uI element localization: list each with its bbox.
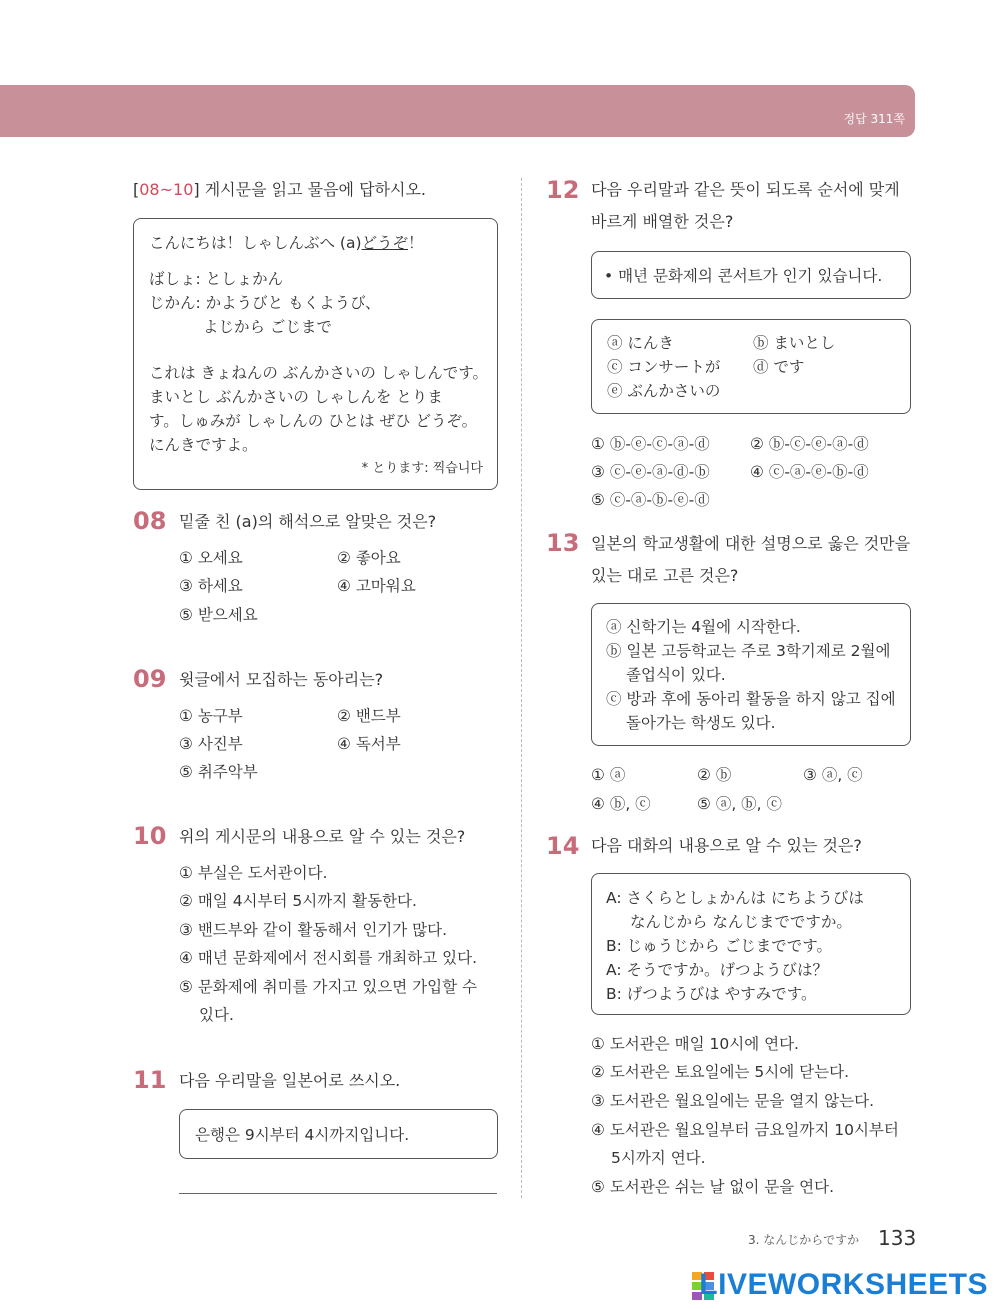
q13-option-5[interactable]: ⑤ ⓐ, ⓑ, ⓒ — [697, 795, 783, 813]
column-divider — [521, 178, 522, 1198]
q14-option-3[interactable]: ③ 도서관은 월요일에는 문을 열지 않는다. — [591, 1092, 875, 1110]
notice-body-1: これは きょねんの ぶんかさいの しゃしんです。 — [149, 364, 489, 382]
q10-option-5-cont: 있다. — [199, 1006, 234, 1024]
q12-items-box — [591, 319, 911, 414]
q13-item-a: ⓐ 신학기는 4월에 시작한다. — [606, 618, 801, 636]
question-text-12-line2: 바르게 배열한 것은? — [591, 212, 734, 231]
question-text-08: 밑줄 친 (a)의 해석으로 알맞은 것은? — [179, 512, 437, 531]
q14-dialogue-1: A: さくらとしょかんは にちようびは — [606, 889, 864, 907]
notice-body-2: まいとし ぶんかさいの しゃしんを とりま — [149, 388, 443, 406]
section-intro — [133, 178, 426, 202]
answer-reference: 정답 311쪽 — [843, 112, 905, 126]
page-number: 133 — [878, 1226, 917, 1250]
q13-item-b: ⓑ 일본 고등학교는 주로 3학기제로 2월에 — [606, 642, 891, 660]
q12-item-b: ⓑ まいとし — [753, 334, 836, 352]
header-band — [0, 85, 915, 137]
chapter-title: 3. なんじからですか — [748, 1233, 860, 1247]
question-text-09: 윗글에서 모집하는 동아리는? — [179, 670, 384, 689]
liveworksheets-logo[interactable]: LIVEWORKSHEETS — [699, 1268, 988, 1301]
q13-item-c: ⓒ 방과 후에 동아리 활동을 하지 않고 집에 — [606, 690, 896, 708]
q13-option-3[interactable]: ③ ⓐ, ⓒ — [803, 766, 863, 784]
q14-option-4-cont: 5시까지 연다. — [611, 1149, 706, 1167]
q12-option-1[interactable]: ① ⓑ-ⓔ-ⓒ-ⓐ-ⓓ — [591, 435, 710, 453]
notice-box — [133, 218, 498, 490]
q13-option-2[interactable]: ② ⓑ — [697, 766, 732, 784]
q11-answer-line[interactable] — [179, 1193, 497, 1194]
q10-option-2[interactable]: ② 매일 4시부터 5시까지 활동한다. — [179, 892, 417, 910]
q12-item-a: ⓐ にんき — [607, 334, 674, 352]
notice-body-4: にんきですよ。 — [149, 436, 258, 454]
intro-range: 08~10 — [139, 180, 194, 199]
notice-place: ばしょ: としょかん — [149, 270, 284, 288]
question-text-10: 위의 게시문의 내용으로 알 수 있는 것은? — [179, 827, 466, 846]
q14-option-5[interactable]: ⑤ 도서관은 쉬는 날 없이 문을 연다. — [591, 1178, 835, 1196]
q14-dialogue-1-cont: なんじから なんじまでですか。 — [630, 913, 852, 931]
question-number-14: 14 — [546, 832, 580, 860]
q11-sentence-box — [179, 1109, 498, 1159]
intro-bracket-close: ] — [193, 180, 200, 199]
q14-dialogue-3: A: そうですか。げつようびは？ — [606, 961, 828, 979]
q08-option-5[interactable]: ⑤ 받으세요 — [179, 606, 258, 624]
question-text-13-line1: 일본의 학교생활에 대한 설명으로 옳은 것만을 — [591, 534, 911, 553]
q09-option-4[interactable]: ④ 독서부 — [337, 735, 401, 753]
intro-text: 게시문을 읽고 물음에 답하시오. — [199, 180, 426, 199]
q14-dialogue-4: B: げつようびは やすみです。 — [606, 985, 817, 1003]
question-text-11: 다음 우리말을 일본어로 쓰시오. — [179, 1071, 401, 1090]
notice-time-1: じかん: かようびと もくようび、 — [149, 294, 381, 312]
q10-option-3[interactable]: ③ 밴드부와 같이 활동해서 인기가 많다. — [179, 921, 448, 939]
q09-option-1[interactable]: ① 농구부 — [179, 707, 243, 725]
question-number-11: 11 — [133, 1066, 167, 1094]
question-number-13: 13 — [546, 529, 580, 557]
q12-item-d: ⓓ です — [753, 358, 805, 376]
q08-option-3[interactable]: ③ 하세요 — [179, 577, 243, 595]
q08-option-1[interactable]: ① 오세요 — [179, 549, 243, 567]
notice-line-1 — [149, 231, 424, 253]
question-number-10: 10 — [133, 822, 167, 850]
notice-body-3: す。しゅみが しゃしんの ひとは ぜひ どうぞ。 — [149, 412, 478, 430]
q10-option-1[interactable]: ① 부실은 도서관이다. — [179, 864, 328, 882]
q11-sentence: 은행은 9시부터 4시까지입니다. — [195, 1126, 410, 1144]
q13-option-1[interactable]: ① ⓐ — [591, 766, 626, 784]
q12-option-3[interactable]: ③ ⓒ-ⓔ-ⓐ-ⓓ-ⓑ — [591, 463, 710, 481]
question-number-12: 12 — [546, 176, 580, 204]
q13-option-4[interactable]: ④ ⓑ, ⓒ — [591, 795, 651, 813]
q14-option-2[interactable]: ② 도서관은 토요일에는 5시에 닫는다. — [591, 1063, 850, 1081]
q12-sentence-box — [591, 251, 911, 299]
q12-option-4[interactable]: ④ ⓒ-ⓐ-ⓔ-ⓑ-ⓓ — [750, 463, 869, 481]
q10-option-4[interactable]: ④ 매년 문화제에서 전시회를 개최하고 있다. — [179, 949, 477, 967]
notice-time-2: よじから ごじまで — [203, 318, 332, 336]
q14-option-4[interactable]: ④ 도서관은 월요일부터 금요일까지 10시부터 — [591, 1121, 899, 1139]
q14-dialogue-2: B: じゅうじから ごじまでです。 — [606, 937, 832, 955]
question-number-08: 08 — [133, 507, 167, 535]
q10-option-5[interactable]: ⑤ 문화제에 취미를 가지고 있으면 가입할 수 — [179, 978, 477, 996]
q08-option-2[interactable]: ② 좋아요 — [337, 549, 401, 567]
question-text-13-line2: 있는 대로 고른 것은? — [591, 566, 739, 585]
q12-item-e: ⓔ ぶんかさいの — [607, 382, 721, 400]
notice-footnote: * とります: 찍습니다 — [361, 461, 483, 476]
q12-option-5[interactable]: ⑤ ⓒ-ⓐ-ⓑ-ⓔ-ⓓ — [591, 491, 710, 509]
q09-option-2[interactable]: ② 밴드부 — [337, 707, 401, 725]
q12-option-2[interactable]: ② ⓑ-ⓒ-ⓔ-ⓐ-ⓓ — [750, 435, 869, 453]
q12-item-c: ⓒ コンサートが — [607, 358, 721, 376]
q13-items-box — [591, 603, 911, 746]
notice-line1-prefix: こんにちは！しゃしんぶへ (a) — [149, 234, 362, 252]
q09-option-5[interactable]: ⑤ 취주악부 — [179, 763, 258, 781]
intro-bracket-open: [ — [133, 180, 140, 199]
q13-item-b-cont: 졸업식이 있다. — [626, 666, 726, 684]
question-number-09: 09 — [133, 665, 167, 693]
q14-option-1[interactable]: ① 도서관은 매일 10시에 연다. — [591, 1035, 799, 1053]
notice-line1-suffix: ！ — [408, 234, 424, 252]
question-text-14: 다음 대화의 내용으로 알 수 있는 것은? — [591, 836, 862, 855]
q14-dialogue-box — [591, 873, 911, 1015]
question-text-12-line1: 다음 우리말과 같은 뜻이 되도록 순서에 맞게 — [591, 180, 900, 199]
q09-option-3[interactable]: ③ 사진부 — [179, 735, 243, 753]
q12-sentence: • 매년 문화제의 콘서트가 인기 있습니다. — [604, 267, 883, 285]
q13-item-c-cont: 돌아가는 학생도 있다. — [626, 714, 776, 732]
q08-option-4[interactable]: ④ 고마워요 — [337, 577, 416, 595]
notice-underlined-word: どうぞ — [361, 234, 409, 252]
